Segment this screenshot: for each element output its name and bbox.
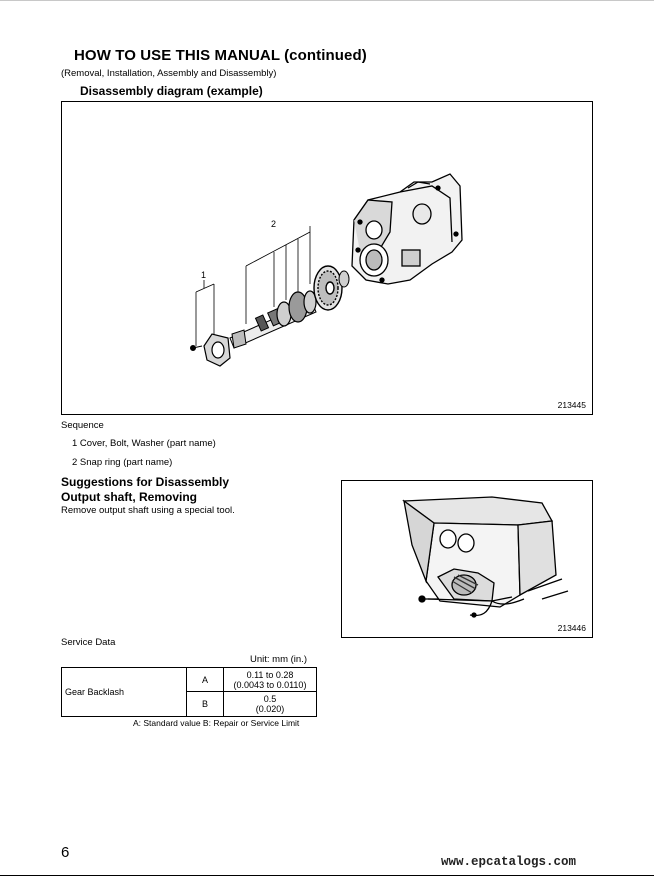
suggestions-text: Remove output shaft using a special tool. bbox=[61, 505, 235, 516]
figure-number: 213446 bbox=[557, 623, 586, 633]
value-line: 0.5 bbox=[263, 694, 277, 704]
top-rule bbox=[0, 0, 654, 1]
suggestions-heading-line1: Suggestions for Disassembly bbox=[61, 475, 230, 489]
page-number: 6 bbox=[61, 844, 70, 861]
disassembly-diagram bbox=[61, 101, 593, 415]
special-tool-drawing bbox=[342, 481, 592, 637]
suggestions-heading-line2: Output shaft, Removing bbox=[61, 490, 197, 504]
exploded-view-drawing bbox=[62, 102, 592, 414]
diagram-heading: Disassembly diagram (example) bbox=[80, 84, 263, 98]
page-title: HOW TO USE THIS MANUAL (continued) bbox=[74, 47, 367, 64]
sequence-item: 1 Cover, Bolt, Washer (part name) bbox=[72, 438, 216, 449]
key-cell: B bbox=[187, 692, 224, 717]
page-subtitle: (Removal, Installation, Assembly and Disassembly) bbox=[61, 68, 277, 79]
table-row bbox=[62, 668, 317, 692]
value-line: (0.0043 to 0.0110) bbox=[233, 679, 307, 690]
sequence-label: Sequence bbox=[61, 420, 104, 431]
bottom-rule bbox=[0, 875, 654, 876]
sequence-item: 2 Snap ring (part name) bbox=[72, 457, 173, 468]
callout-2: 2 bbox=[271, 219, 277, 229]
figure-number: 213445 bbox=[557, 400, 586, 410]
table-legend: A: Standard value B: Repair or Service Limit bbox=[133, 718, 300, 728]
value-cell bbox=[224, 668, 317, 692]
value-line: (0.020) bbox=[255, 704, 285, 714]
suggestions-heading bbox=[61, 475, 229, 505]
service-data-label: Service Data bbox=[61, 637, 116, 648]
service-data-table bbox=[61, 667, 317, 717]
unit-label: Unit: mm (in.) bbox=[250, 654, 307, 665]
value-cell bbox=[224, 692, 317, 717]
value-line: 0.11 to 0.28 bbox=[246, 669, 294, 680]
removal-figure bbox=[341, 480, 593, 638]
callout-1: 1 bbox=[201, 270, 207, 280]
watermark-link[interactable]: www.epcatalogs.com bbox=[441, 855, 577, 869]
item-cell: Gear Backlash bbox=[62, 668, 187, 717]
key-cell: A bbox=[187, 668, 224, 692]
